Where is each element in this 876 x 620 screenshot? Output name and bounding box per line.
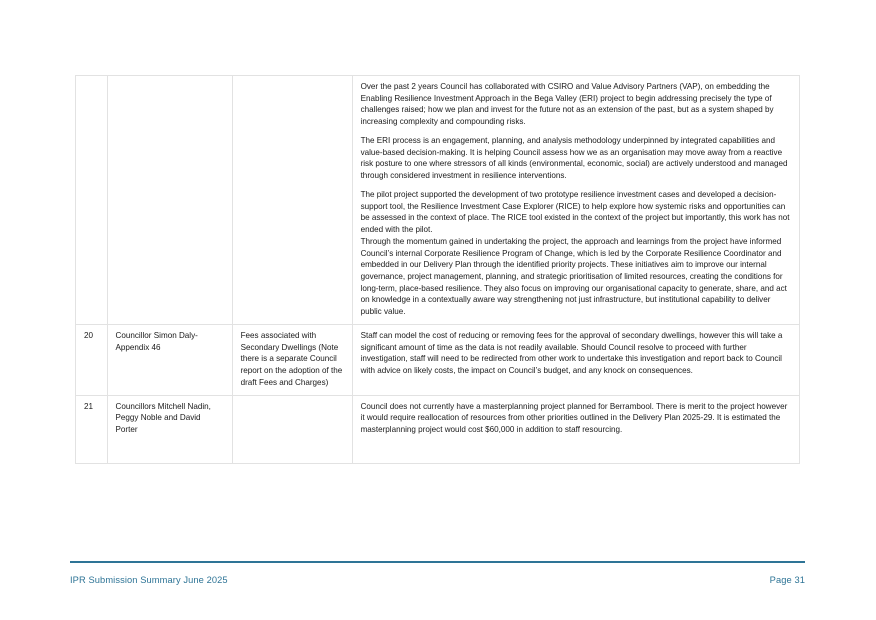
response-paragraph: Staff can model the cost of reducing or removing fees for the approval of secondary dwellings, however this will take a significant amount of time as the data is not readily available. Should Council resolve to proceed with further investigation, staff will need to be redirected from other work to undertake this investigation and report back to Council with advice on likely costs, the impact on Council’s budget, and any knock on consequences. bbox=[360, 330, 783, 376]
response-paragraph: Over the past 2 years Council has collaborated with CSIRO and Value Advisory Partners (VAP), on embedding the Enabling Resilience Investment Approach in the Bega Valley (ERI) project to begin addressing precisely the type of challenges raised; how we plan and invest for the future not as an extension of the past, but as a system shaped by increasing complexity and compounding risks. bbox=[360, 82, 774, 127]
row-response-cell bbox=[352, 395, 799, 463]
row-topic-cell: Fees associated with Secondary Dwellings (Note there is a separate Council report on the adoption of the draft Fees and Charges) bbox=[232, 324, 352, 395]
table-row bbox=[76, 395, 800, 463]
response-paragraph: The pilot project supported the development of two prototype resilience investment cases and developed a decision-support tool, the Resilience Investment Case Explorer (RICE) to help explore how systemic risks and opportunities can be assessed in the context of place. The RICE tool existed in the context of the project but importantly, this work has not ended with the pilot. bbox=[360, 189, 790, 235]
submissions-table bbox=[75, 75, 800, 464]
table-row bbox=[76, 76, 800, 325]
footer-title: IPR Submission Summary June 2025 bbox=[70, 575, 228, 585]
response-paragraph: Through the momentum gained in undertaking the project, the approach and learnings from the project have informed Council’s internal Corporate Resilience Program of Change, which is led by the Corporate Resilience Coordinator and embedded in our Delivery Plan through the identified priority projects. These initiatives aim to improve our internal governance, project management, planning, and strategic prioritisation of limited resources, creating the conditions for long-term, place-based resilience. They also focus on improving our organisational capacity to generate, share, and act on knowledge in a contextually aware way strengthening not just infrastructure, but institutional capability to deliver public value. bbox=[360, 236, 787, 317]
row-response-cell bbox=[352, 324, 799, 395]
row-submitter-cell: Councillors Mitchell Nadin, Peggy Noble and David Porter bbox=[107, 395, 232, 463]
row-topic-cell bbox=[232, 76, 352, 325]
response-paragraph: Council does not currently have a masterplanning project planned for Berrambool. There is merit to the project however it would require reallocation of resources from other priorities outlined in the Delivery Plan 2025-29. It is estimated the masterplanning project would cost $60,000 in addition to staff resourcing. bbox=[360, 401, 788, 435]
table-body bbox=[76, 76, 800, 464]
row-submitter-cell: Councillor Simon Daly- Appendix 46 bbox=[107, 324, 232, 395]
table-row bbox=[76, 324, 800, 395]
footer-divider bbox=[70, 561, 805, 563]
page-footer bbox=[70, 575, 805, 585]
row-response-cell bbox=[352, 76, 799, 325]
response-paragraph: The ERI process is an engagement, planning, and analysis methodology underpinned by integrated capabilities and value-based decision-making. It is helping Council assess how we as an organisation may move away from a reactive risk posture to one where stressors of all kinds (environmental, economic, social) are actively understood and managed through considered investment in resilience interventions. bbox=[360, 135, 788, 181]
row-number-cell: 20 bbox=[76, 324, 108, 395]
row-number-cell bbox=[76, 76, 108, 325]
row-number-cell: 21 bbox=[76, 395, 108, 463]
row-submitter-cell bbox=[107, 76, 232, 325]
row-topic-cell bbox=[232, 395, 352, 463]
footer-page-number: Page 31 bbox=[769, 575, 805, 585]
